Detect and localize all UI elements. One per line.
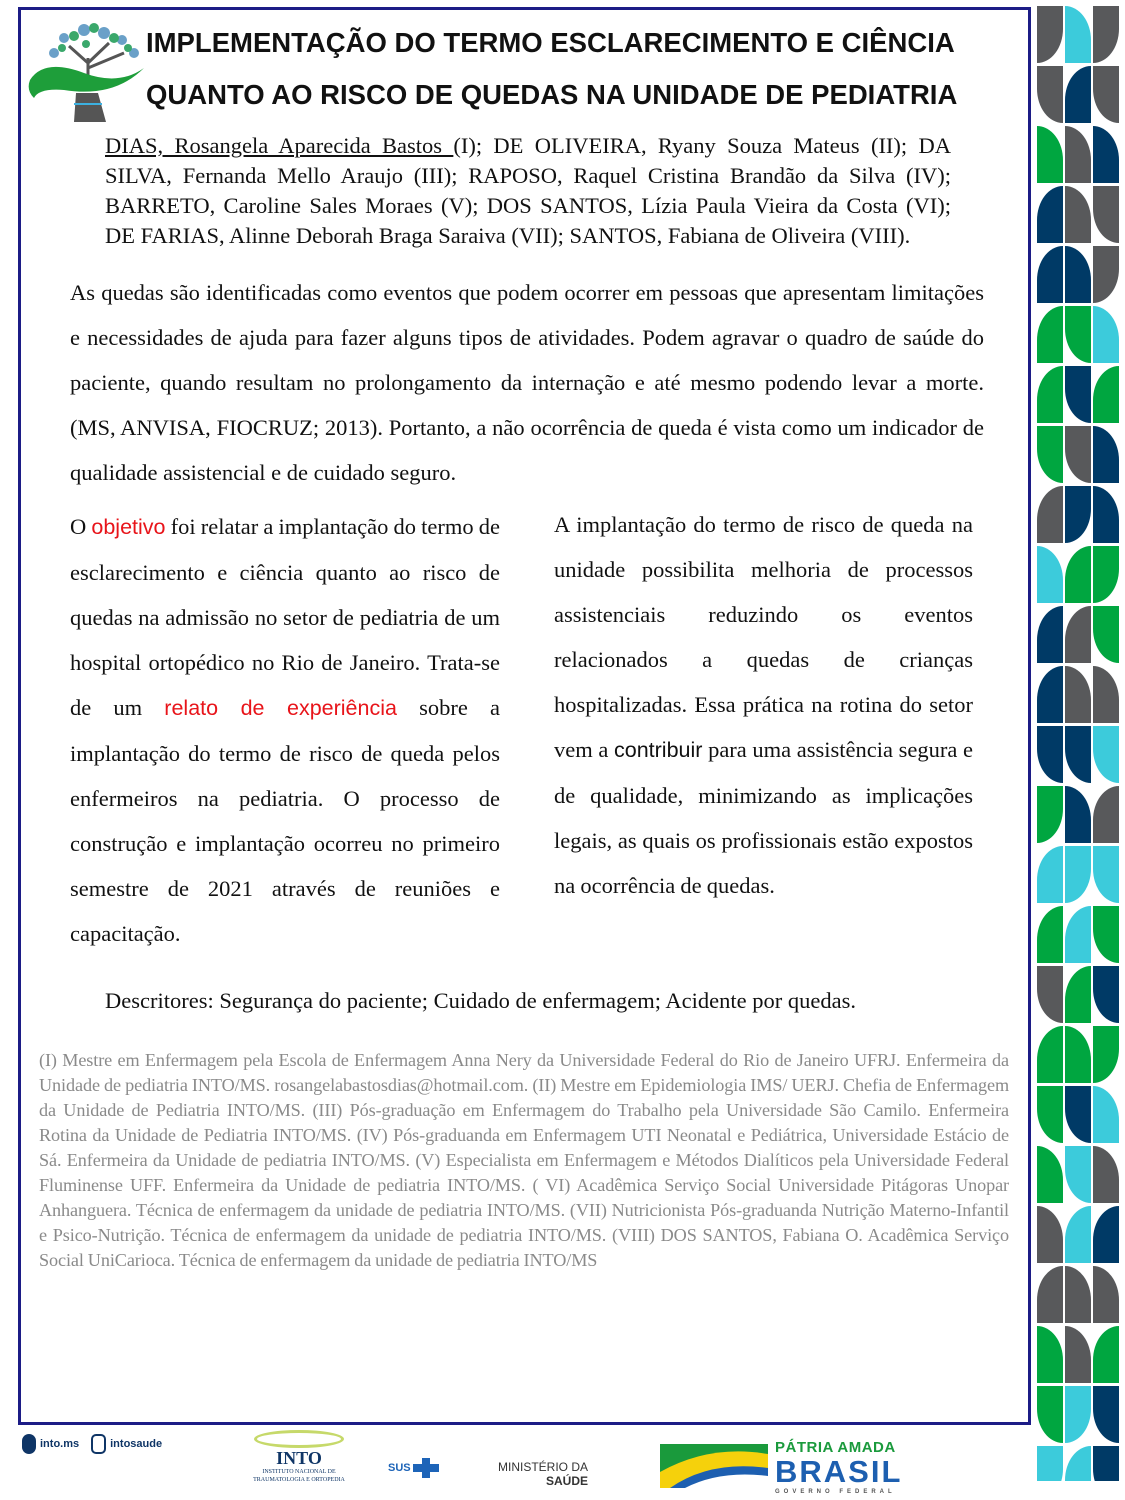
intro-paragraph: As quedas são identificadas como eventos que podem ocorrer em pessoas que apresentam limitações e necessidades de ajuda para fazer alguns tipos de atividades. Podem agravar o quadro de saúde do paciente, quando resultam no prolongamento da internação e até mesmo podendo levar a morte. (MS, ANVISA, FIOCRUZ; 2013). Portanto, a não ocorrência de queda é vista como um indicador de qualidade assistencial e de cuidado seguro. — [70, 280, 984, 485]
stripe-tile — [1093, 726, 1119, 783]
stripe-tile — [1093, 1206, 1119, 1263]
stripe-tile — [1037, 666, 1063, 723]
decorative-stripe — [1037, 6, 1121, 1481]
stripe-tile — [1037, 1086, 1063, 1143]
stripe-tile — [1093, 546, 1119, 603]
stripe-tile — [1065, 426, 1091, 483]
stripe-tile — [1093, 1326, 1119, 1383]
ministerio-text: MINISTÉRIO DA — [498, 1460, 589, 1474]
stripe-tile — [1037, 966, 1063, 1023]
stripe-tile — [1037, 306, 1063, 363]
text: A implantação do termo de risco de queda na unidade possibilita melhoria de processos assistenciais reduzindo os eventos relacionados a quedas de crianças hospitalizadas. Essa prática na rotina do setor vem a — [554, 512, 973, 762]
stripe-tile — [1065, 6, 1091, 63]
sus-text: SUS — [388, 1462, 411, 1474]
stripe-tile — [1093, 1146, 1119, 1203]
stripe-tile — [1093, 786, 1119, 843]
stripe-tile — [1065, 786, 1091, 843]
stripe-tile — [1065, 366, 1091, 423]
stripe-tile — [1065, 1026, 1091, 1083]
stripe-tile — [1093, 486, 1119, 543]
patria-amada-text: PÁTRIA AMADA — [775, 1439, 896, 1456]
plus-icon — [413, 1458, 439, 1478]
stripe-tile — [1093, 246, 1119, 303]
stripe-tile — [1065, 1266, 1091, 1323]
stripe-tile — [1037, 1026, 1063, 1083]
stripe-tile — [1065, 966, 1091, 1023]
stripe-tile — [1037, 1146, 1063, 1203]
text: O — [70, 514, 92, 539]
stripe-tile — [1065, 726, 1091, 783]
stripe-tile — [1037, 1446, 1063, 1481]
stripe-tile — [1037, 426, 1063, 483]
ministerio-logo — [498, 1460, 588, 1488]
stripe-tile — [1037, 846, 1063, 903]
text: foi relatar a implantação do termo de esclarecimento e ciência quanto ao risco de quedas na admissão no setor de pediatria de um hospital ortopédico no Rio de Janeiro. Trata-se de um — [70, 514, 500, 720]
poster-content — [21, 10, 1028, 1273]
stripe-tile — [1037, 66, 1063, 123]
brasil-text: BRASIL — [775, 1454, 903, 1489]
stripe-tile — [1065, 1386, 1091, 1443]
stripe-tile — [1065, 846, 1091, 903]
into-logo — [228, 1430, 370, 1484]
stripe-tile — [1093, 66, 1119, 123]
instagram-handle[interactable]: intosaude — [110, 1438, 163, 1450]
stripe-tile — [1037, 1266, 1063, 1323]
title-line-2: QUANTO AO RISCO DE QUEDAS NA UNIDADE DE PEDIATRIA — [146, 79, 958, 110]
facebook-handle[interactable]: into.ms — [40, 1438, 80, 1450]
stripe-tile — [1037, 1326, 1063, 1383]
stripe-tile — [1065, 666, 1091, 723]
stripe-tile — [1037, 126, 1063, 183]
stripe-tile — [1037, 486, 1063, 543]
stripe-tile — [1037, 246, 1063, 303]
stripe-tile — [1065, 246, 1091, 303]
sus-logo — [388, 1458, 439, 1478]
patria-amada-brasil-logo — [775, 1440, 902, 1496]
highlight-relato: relato de experiência — [164, 696, 397, 720]
highlight-contribuir: contribuir — [614, 738, 703, 762]
stripe-tile — [1065, 126, 1091, 183]
stripe-tile — [1065, 546, 1091, 603]
stripe-tile — [1093, 1026, 1119, 1083]
objective-paragraph — [70, 504, 500, 956]
stripe-tile — [1037, 726, 1063, 783]
stripe-tile — [1065, 186, 1091, 243]
other-authors: (I); DE OLIVEIRA, Ryany Souza Mateus (II); DA SILVA, Fernanda Mello Araujo (III); RAPOSO, Raquel Cristina Brandão da Silva (IV); BARRETO, Caroline Sales Moraes (V); DOS SANTOS, Lízia Paula Vieira da Costa (VI); DE FARIAS, Alinne Deborah Braga Saraiva (VII); SANTOS, Fabiana de Oliveira (VIII). — [105, 133, 951, 248]
stripe-tile — [1037, 786, 1063, 843]
stripe-tile — [1093, 1086, 1119, 1143]
stripe-tile — [1065, 906, 1091, 963]
descriptors: Descritores: Segurança do paciente; Cuidado de enfermagem; Acidente por quedas. — [105, 988, 856, 1013]
governo-federal-text: GOVERNO FEDERAL — [775, 1489, 896, 1495]
stripe-tile — [1037, 606, 1063, 663]
stripe-tile — [1093, 426, 1119, 483]
footer — [0, 1428, 1030, 1500]
highlight-objetivo: objetivo — [91, 515, 166, 539]
facebook-icon[interactable] — [22, 1434, 36, 1454]
stripe-tile — [1065, 1086, 1091, 1143]
into-logo-name: INSTITUTO NACIONAL DE TRAUMATOLOGIA E ORTOPEDIA — [253, 1469, 345, 1483]
stripe-tile — [1037, 1386, 1063, 1443]
affiliations: (I) Mestre em Enfermagem pela Escola de Enfermagem Anna Nery da Universidade Federal do Rio de Janeiro UFRJ. Enfermeira da Unidade de pediatria INTO/MS. rosangelabastosdias@hotmail.com. (II) Mestre em Epidemiologia IMS/ UERJ. Chefia de Enfermagem da Unidade de Pediatria INTO/MS. (III) Pós-graduação em Enfermagem do Trabalho pela Universidade São Camilo. Enfermeira Rotina da Unidade de Pediatria INTO/MS. (IV) Pós-graduanda em Enfermagem UTI Neonatal e Pediátrica, Universidade Estácio de Sá. Enfermeira da Unidade de pediatria INTO/MS. (V) Especialista em Enfermagem e Métodos Dialíticos pela Universidade Federal Fluminense UFF. Enfermeira da Unidade de pediatria INTO/MS. ( VI) Acadêmica Serviço Social Universidade Pitágoras Unopar Anhanguera. Técnica de enfermagem da unidade de pediatria INTO/MS. (VII) Nutricionista Pós-graduanda Nutrição Materno-Infantil e Psico-Nutrição. Técnica de enfermagem da unidade de pediatria INTO/MS. (VIII) DOS SANTOS, Fabiana O. Acadêmica Serviço Social UniCarioca. Técnica de enfermagem da unidade de pediatria INTO/MS — [39, 1050, 1009, 1270]
stripe-tile — [1093, 186, 1119, 243]
stripe-tile — [1093, 6, 1119, 63]
title-line-1: IMPLEMENTAÇÃO DO TERMO ESCLARECIMENTO E CIÊNCIA — [146, 27, 955, 58]
authors — [105, 131, 951, 251]
stripe-tile — [1037, 366, 1063, 423]
stripe-tile — [1037, 1206, 1063, 1263]
stripe-tile — [1093, 366, 1119, 423]
stripe-tile — [1093, 306, 1119, 363]
stripe-tile — [1037, 6, 1063, 63]
stripe-tile — [1093, 606, 1119, 663]
first-author: DIAS, Rosangela Aparecida Bastos — [105, 133, 454, 158]
stripe-tile — [1037, 906, 1063, 963]
two-columns — [21, 504, 1028, 956]
stripe-tile — [1037, 546, 1063, 603]
stripe-tile — [1037, 186, 1063, 243]
stripe-tile — [1065, 1446, 1091, 1481]
stripe-tile — [1065, 606, 1091, 663]
poster-frame — [18, 7, 1031, 1425]
stripe-tile — [1093, 666, 1119, 723]
text: sobre a implantação do termo de risco de queda pelos enfermeiros na pediatria. O processo de construção e implantação ocorreu no primeiro semestre de 2021 através de reuniões e capacitação. — [70, 695, 500, 946]
stripe-tile — [1093, 846, 1119, 903]
stripe-tile — [1093, 126, 1119, 183]
saude-text: SAÚDE — [546, 1474, 589, 1488]
stripe-tile — [1065, 1146, 1091, 1203]
stripe-tile — [1093, 966, 1119, 1023]
into-logo-text: INTO — [276, 1448, 322, 1468]
stripe-tile — [1065, 1326, 1091, 1383]
stripe-tile — [1065, 1206, 1091, 1263]
brazil-flag-icon — [660, 1444, 768, 1488]
stripe-tile — [1093, 1446, 1119, 1481]
stripe-tile — [1065, 306, 1091, 363]
instagram-icon[interactable] — [91, 1434, 106, 1454]
results-paragraph — [554, 502, 973, 908]
stripe-tile — [1065, 486, 1091, 543]
text: para uma assistência segura e de qualidade, minimizando as implicações legais, as quais os profissionais estão expostos na ocorrência de quedas. — [554, 737, 973, 898]
stripe-tile — [1093, 906, 1119, 963]
stripe-tile — [1065, 66, 1091, 123]
stripe-tile — [1093, 1386, 1119, 1443]
stripe-tile — [1093, 1266, 1119, 1323]
